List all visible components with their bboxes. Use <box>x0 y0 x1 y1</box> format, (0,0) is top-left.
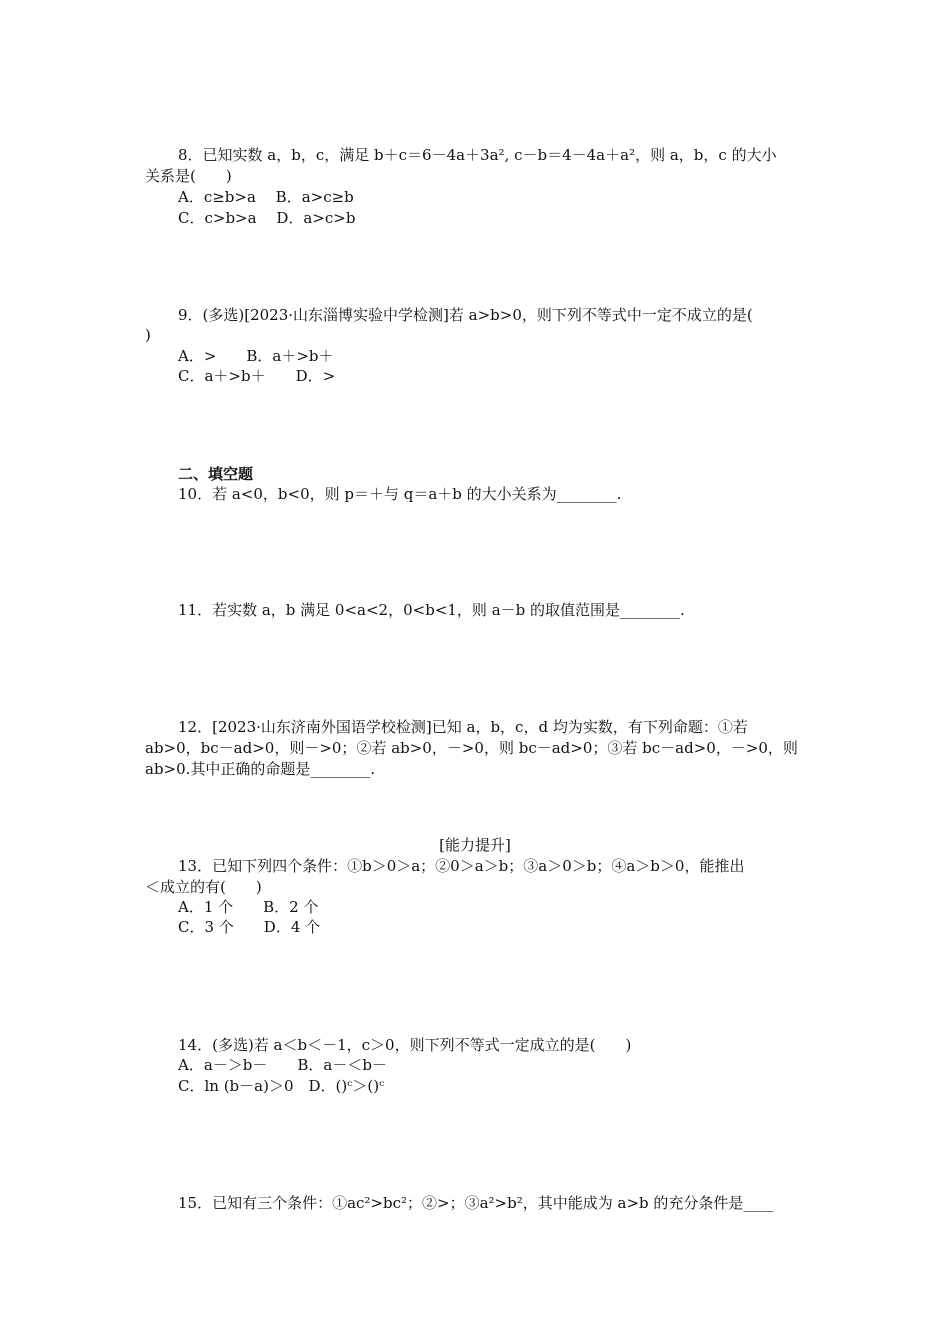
q13-stem-line2: ＜成立的有( ) <box>145 878 262 896</box>
q12-stem-line2: ab>0，bc－ad>0，则－>0；②若 ab>0，－>0，则 bc－ad>0；③若 bc－ad>0，－>0，则 <box>145 739 798 757</box>
q13-options-cd: C．3 个 D．4 个 <box>178 918 321 936</box>
q8-stem-line2: 关系是( ) <box>145 167 232 185</box>
section-heading-ability: [能力提升] <box>439 836 511 854</box>
q9-options-cd: C．a＋>b＋ D．> <box>178 367 336 385</box>
q13-options-ab: A．1 个 B．2 个 <box>178 898 319 916</box>
q13-stem-line1: 13．已知下列四个条件：①b＞0＞a；②0＞a＞b；③a＞0＞b；④a＞b＞0，能推出 <box>178 857 745 875</box>
q15-stem: 15．已知有三个条件：①ac²>bc²；②>；③a²>b²，其中能成为 a>b 的充分条件是____ <box>178 1194 774 1212</box>
q11-stem: 11．若实数 a，b 满足 0<a<2，0<b<1，则 a－b 的取值范围是________. <box>178 601 685 619</box>
q8-stem-line1: 8．已知实数 a，b，c，满足 b＋c＝6－4a＋3a², c－b＝4－4a＋a²，则 a，b，c 的大小 <box>178 146 777 164</box>
q9-stem-line2: ) <box>145 326 151 344</box>
q12-stem-line1: 12．[2023·山东济南外国语学校检测]已知 a，b，c，d 均为实数，有下列命题：①若 <box>178 718 748 736</box>
q10-stem: 10．若 a<0，b<0，则 p＝＋与 q＝a＋b 的大小关系为________. <box>178 485 622 503</box>
q9-options-ab: A．> B．a＋>b＋ <box>178 347 334 365</box>
q8-options-cd: C．c>b>a D．a>c>b <box>178 209 356 227</box>
section-heading-fill-in: 二、填空题 <box>178 465 254 483</box>
q14-options-ab: A．a－＞b－ B．a－＜b－ <box>178 1056 387 1074</box>
q8-options-ab: A．c≥b>a B．a>c≥b <box>178 188 354 206</box>
q12-stem-line3: ab>0.其中正确的命题是________. <box>145 760 376 778</box>
q14-stem: 14．(多选)若 a＜b＜－1，c＞0，则下列不等式一定成立的是( ) <box>178 1036 632 1054</box>
q14-options-cd: C．ln (b－a)＞0 D．()ᶜ＞()ᶜ <box>178 1077 385 1095</box>
q9-stem-line1: 9．(多选)[2023·山东淄博实验中学检测]若 a>b>0，则下列不等式中一定不成立的是( <box>178 306 753 324</box>
